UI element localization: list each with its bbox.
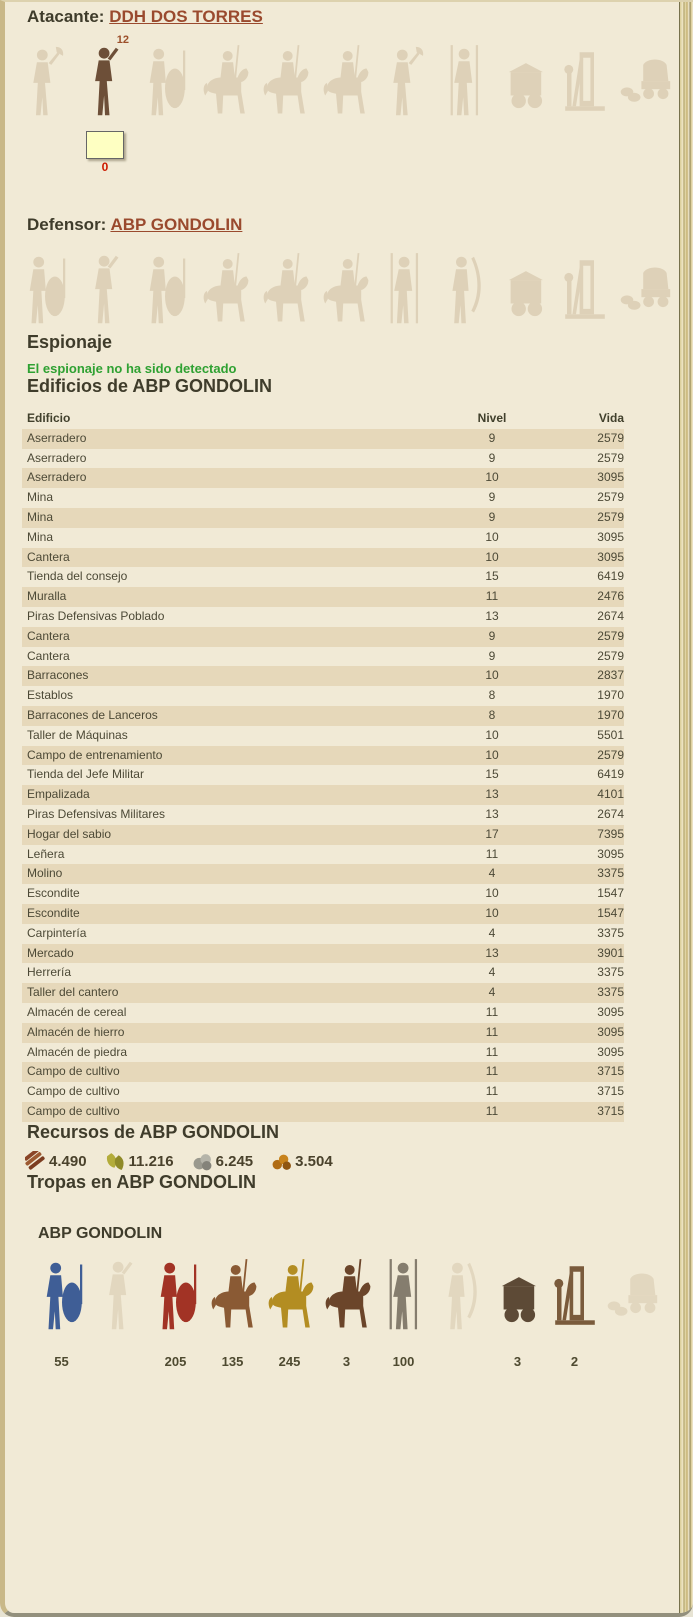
troops-units-row: [33, 1253, 677, 1370]
building-health-cell: 3095: [597, 549, 624, 564]
attacker-name-link[interactable]: DDH DOS TORRES: [109, 7, 263, 26]
report-content: [5, 2, 677, 1613]
espionage-heading: Espionaje: [27, 332, 113, 352]
light-cavalry-icon: [198, 40, 252, 124]
unit-slot: [195, 36, 255, 124]
catapult-icon: [558, 248, 612, 332]
table-row: [22, 429, 624, 449]
table-row: [22, 825, 624, 845]
building-level-cell: 9: [488, 450, 496, 465]
supply-wagon-icon: [605, 1253, 659, 1339]
defender-units-row: [15, 244, 677, 332]
table-row: [22, 706, 624, 726]
building-name-cell: Aserradero: [27, 450, 87, 465]
building-level-cell: 11: [485, 1044, 499, 1059]
resource-item: [192, 1151, 254, 1172]
building-health-cell: 4101: [597, 787, 624, 802]
defender-name-link[interactable]: ABP GONDOLIN: [110, 215, 243, 234]
building-health-cell: 2674: [597, 608, 624, 623]
table-row: [22, 1102, 624, 1122]
catapult-icon: [558, 40, 612, 124]
building-level-cell: 4: [488, 985, 496, 1000]
scout-icon: [92, 1253, 146, 1339]
heavy-cavalry-icon: [263, 1253, 317, 1339]
scout-amount-input[interactable]: [86, 131, 124, 159]
unit-slot: [315, 244, 375, 332]
building-name-cell: Herrería: [27, 965, 72, 980]
cavalry-icon: [258, 40, 312, 124]
resource-value: 11.216: [128, 1152, 174, 1170]
archer-icon: [434, 1253, 488, 1339]
building-health-cell: 1547: [597, 905, 624, 920]
troop-slot: [603, 1253, 660, 1370]
troop-slot: [489, 1253, 546, 1370]
unit-slot: [315, 36, 375, 124]
table-row: [22, 765, 624, 785]
table-row: [22, 726, 624, 746]
building-health-cell: 3375: [597, 965, 624, 980]
troop-count: 2: [570, 1353, 579, 1369]
building-level-cell: 9: [488, 430, 496, 445]
building-name-cell: Piras Defensivas Militares: [27, 806, 166, 821]
legionnaire-icon: [18, 248, 72, 332]
table-row: [22, 924, 624, 944]
ram-icon: [498, 40, 552, 124]
troop-slot: [90, 1253, 147, 1370]
unit-slot: [75, 244, 135, 332]
building-name-cell: Barracones de Lanceros: [27, 707, 158, 722]
building-level-cell: 9: [488, 628, 496, 643]
buildings-heading: Edificios de ABP GONDOLIN: [27, 376, 273, 396]
building-level-cell: 4: [488, 925, 496, 940]
resource-item: [271, 1151, 333, 1172]
scout-send-field: [83, 131, 127, 174]
building-name-cell: Piras Defensivas Poblado: [27, 608, 165, 623]
building-health-cell: 3095: [597, 1004, 624, 1019]
building-health-cell: 2837: [597, 668, 624, 683]
building-name-cell: Almacén de cereal: [27, 1004, 127, 1019]
attacker-section: [22, 7, 677, 189]
building-health-cell: 3715: [597, 1064, 624, 1079]
table-row: [22, 1062, 624, 1082]
building-health-cell: 2579: [597, 648, 624, 663]
troop-slot: [261, 1253, 318, 1370]
unit-slot: [255, 244, 315, 332]
building-name-cell: Almacén de piedra: [27, 1044, 128, 1059]
lancer-cavalry-icon: [320, 1253, 374, 1339]
legionnaire-red-icon: [149, 1253, 203, 1339]
building-name-cell: Mercado: [27, 945, 74, 960]
ram-icon: [498, 248, 552, 332]
archer-icon: [438, 248, 492, 332]
unit-slot: [15, 36, 75, 124]
table-row: [22, 468, 624, 488]
building-name-cell: Aserradero: [27, 430, 87, 445]
building-name-cell: Tienda del consejo: [27, 569, 128, 584]
building-name-cell: Campo de cultivo: [27, 1064, 120, 1079]
building-name-cell: Tienda del Jefe Militar: [27, 767, 144, 782]
troop-slot: [546, 1253, 603, 1370]
unit-slot: [435, 244, 495, 332]
heavy-cavalry-icon: [258, 248, 312, 332]
troop-count: 245: [278, 1353, 301, 1369]
building-health-cell: 3375: [597, 925, 624, 940]
table-row: [22, 944, 624, 964]
scout-icon: [78, 40, 132, 124]
table-row: [22, 627, 624, 647]
building-level-cell: 10: [485, 529, 499, 544]
table-row: [22, 449, 624, 469]
spear-cavalry-icon: [198, 248, 252, 332]
building-level-cell: 11: [485, 1084, 499, 1099]
building-level-cell: 11: [485, 1103, 499, 1118]
table-row: [22, 963, 624, 983]
buildings-table: [22, 409, 624, 1122]
troop-count: 3: [342, 1353, 351, 1369]
troops-heading: Tropas en ABP GONDOLIN: [27, 1171, 257, 1192]
building-name-cell: Muralla: [27, 589, 67, 604]
unit-slot: [15, 244, 75, 332]
table-row: [22, 587, 624, 607]
defender-heading: [22, 215, 677, 235]
building-health-cell: 3375: [597, 985, 624, 1000]
column-header-edificio: Edificio: [27, 411, 71, 425]
building-name-cell: Cantera: [27, 648, 70, 663]
table-row: [22, 528, 624, 548]
building-level-cell: 17: [485, 826, 499, 841]
heavy-cavalry-icon: [318, 40, 372, 124]
building-health-cell: 2579: [597, 430, 624, 445]
troops-village-name: ABP GONDOLIN: [38, 1224, 163, 1242]
building-level-cell: 10: [485, 886, 499, 901]
building-level-cell: 10: [485, 549, 499, 564]
table-row: [22, 1043, 624, 1063]
table-row: [22, 904, 624, 924]
building-health-cell: 3095: [597, 846, 624, 861]
table-row: [22, 983, 624, 1003]
building-level-cell: 11: [485, 846, 499, 861]
table-row: [22, 864, 624, 884]
building-name-cell: Campo de cultivo: [27, 1084, 120, 1099]
espionage-message: El espionaje no ha sido detectado: [27, 361, 237, 376]
building-health-cell: 3715: [597, 1103, 624, 1118]
building-level-cell: 10: [485, 747, 499, 762]
unit-slot: [495, 36, 555, 124]
building-name-cell: Cantera: [27, 549, 70, 564]
building-health-cell: 3375: [597, 866, 624, 881]
unit-slot: [375, 244, 435, 332]
stone-icon: [192, 1151, 213, 1172]
axeman-icon: [18, 40, 72, 124]
building-health-cell: 2579: [597, 490, 624, 505]
table-row: [22, 884, 624, 904]
wood-icon: [25, 1151, 46, 1172]
defender-section: [22, 215, 677, 332]
supply-wagon-icon: [618, 248, 672, 332]
resource-value: 3.504: [295, 1152, 333, 1170]
building-level-cell: 11: [485, 589, 499, 604]
building-level-cell: 9: [488, 648, 496, 663]
unit-slot: [135, 244, 195, 332]
troop-slot: [318, 1253, 375, 1370]
building-name-cell: Barracones: [27, 668, 89, 683]
table-row: [22, 508, 624, 528]
table-row: [22, 488, 624, 508]
building-level-cell: 13: [485, 806, 499, 821]
unit-slot: [195, 244, 255, 332]
spearman-icon: [438, 40, 492, 124]
attacker-units-row: [15, 36, 677, 124]
table-row: [22, 1003, 624, 1023]
lancer-cavalry-icon: [318, 248, 372, 332]
resource-item: [25, 1151, 87, 1172]
buildings-table-header: [22, 409, 624, 429]
troop-count: 135: [221, 1353, 244, 1369]
building-level-cell: 9: [488, 490, 496, 505]
catapult-icon: [548, 1253, 602, 1339]
building-name-cell: Carpintería: [27, 925, 87, 940]
building-health-cell: 3095: [597, 529, 624, 544]
building-name-cell: Campo de entrenamiento: [27, 747, 163, 762]
building-level-cell: 13: [485, 945, 499, 960]
legionnaire-red-icon: [138, 248, 192, 332]
ram-icon: [491, 1253, 545, 1339]
spear-cavalry-icon: [206, 1253, 260, 1339]
building-health-cell: 7395: [597, 826, 624, 841]
legionnaire-icon: [35, 1253, 89, 1339]
scout-icon: [78, 248, 132, 332]
building-level-cell: 10: [485, 470, 499, 485]
building-level-cell: 8: [488, 707, 496, 722]
building-health-cell: 3901: [597, 945, 624, 960]
building-name-cell: Escondite: [27, 886, 80, 901]
unit-slot: [615, 36, 675, 124]
building-level-cell: 11: [485, 1004, 499, 1019]
building-name-cell: Hogar del sabio: [27, 826, 112, 841]
attacker-heading: [22, 7, 677, 27]
table-row: [22, 785, 624, 805]
building-name-cell: Cantera: [27, 628, 70, 643]
building-name-cell: Empalizada: [27, 787, 90, 802]
building-level-cell: 10: [485, 905, 499, 920]
building-name-cell: Campo de cultivo: [27, 1103, 120, 1118]
table-row: [22, 746, 624, 766]
defender-label: Defensor:: [27, 215, 107, 234]
building-name-cell: Mina: [27, 509, 54, 524]
building-level-cell: 4: [488, 965, 496, 980]
building-level-cell: 11: [485, 1064, 499, 1079]
troop-slot: [204, 1253, 261, 1370]
building-health-cell: 2674: [597, 806, 624, 821]
table-row: [22, 666, 624, 686]
building-level-cell: 8: [488, 688, 496, 703]
panel-frame-right: [677, 2, 693, 1613]
building-level-cell: 13: [485, 787, 499, 802]
building-health-cell: 2476: [597, 589, 624, 604]
building-name-cell: Mina: [27, 529, 54, 544]
table-row: [22, 845, 624, 865]
unit-count-badge: 12: [116, 34, 129, 46]
building-level-cell: 4: [488, 866, 496, 881]
troop-slot: [147, 1253, 204, 1370]
axe-thrower-icon: [378, 40, 432, 124]
building-health-cell: 1970: [597, 688, 624, 703]
table-row: [22, 1082, 624, 1102]
building-name-cell: Molino: [27, 866, 63, 881]
building-level-cell: 9: [488, 509, 496, 524]
resources-row: [25, 1151, 677, 1172]
iron-icon: [271, 1151, 292, 1172]
building-level-cell: 10: [485, 727, 499, 742]
building-health-cell: 1970: [597, 707, 624, 722]
spearman-icon: [378, 248, 432, 332]
building-name-cell: Taller del cantero: [27, 985, 119, 1000]
building-health-cell: 6419: [597, 767, 624, 782]
attacker-label: Atacante:: [27, 7, 105, 26]
unit-slot: [375, 36, 435, 124]
unit-slot: [75, 36, 135, 124]
building-health-cell: 5501: [597, 727, 624, 742]
building-level-cell: 15: [485, 767, 499, 782]
building-health-cell: 1547: [597, 886, 624, 901]
building-name-cell: Mina: [27, 490, 54, 505]
troop-slot: [432, 1253, 489, 1370]
building-health-cell: 2579: [597, 628, 624, 643]
resource-value: 4.490: [49, 1152, 87, 1170]
resources-heading: Recursos de ABP GONDOLIN: [27, 1121, 280, 1142]
building-name-cell: Aserradero: [27, 470, 87, 485]
building-level-cell: 15: [485, 569, 499, 584]
column-header-nivel: Nivel: [477, 411, 507, 425]
troop-count: 100: [392, 1353, 415, 1369]
table-row: [22, 647, 624, 667]
building-name-cell: Establos: [27, 688, 74, 703]
resource-value: 6.245: [215, 1152, 254, 1170]
unit-slot: [135, 36, 195, 124]
column-header-vida: Vida: [598, 411, 624, 425]
building-name-cell: Taller de Máquinas: [27, 727, 128, 742]
table-row: [22, 1023, 624, 1043]
table-row: [22, 805, 624, 825]
unit-slot: [435, 36, 495, 124]
unit-slot: [555, 36, 615, 124]
building-level-cell: 13: [485, 608, 499, 623]
table-row: [22, 686, 624, 706]
grain-icon: [105, 1151, 126, 1172]
building-health-cell: 2579: [597, 450, 624, 465]
building-health-cell: 3095: [597, 1024, 624, 1039]
building-health-cell: 2579: [597, 509, 624, 524]
unit-slot: [615, 244, 675, 332]
building-level-cell: 11: [485, 1024, 499, 1039]
spearman-icon: [377, 1253, 431, 1339]
troop-slot: [375, 1253, 432, 1370]
resource-item: [105, 1151, 174, 1172]
building-name-cell: Almacén de hierro: [27, 1024, 125, 1039]
table-row: [22, 567, 624, 587]
building-level-cell: 10: [485, 668, 499, 683]
troop-slot: [33, 1253, 90, 1370]
table-row: [22, 548, 624, 568]
unit-slot: [495, 244, 555, 332]
unit-slot: [555, 244, 615, 332]
scout-available-count: 0: [101, 160, 109, 174]
troop-count: 205: [164, 1353, 187, 1369]
troop-count: 55: [54, 1353, 69, 1369]
supply-wagon-icon: [618, 40, 672, 124]
building-health-cell: 6419: [597, 569, 624, 584]
unit-slot: [255, 36, 315, 124]
table-row: [22, 607, 624, 627]
building-health-cell: 3095: [597, 470, 624, 485]
building-health-cell: 2579: [597, 747, 624, 762]
building-health-cell: 3715: [597, 1084, 624, 1099]
building-name-cell: Escondite: [27, 905, 80, 920]
building-health-cell: 3095: [597, 1044, 624, 1059]
troop-count: 3: [513, 1353, 522, 1369]
shield-warrior-icon: [138, 40, 192, 124]
building-name-cell: Leñera: [27, 846, 65, 861]
